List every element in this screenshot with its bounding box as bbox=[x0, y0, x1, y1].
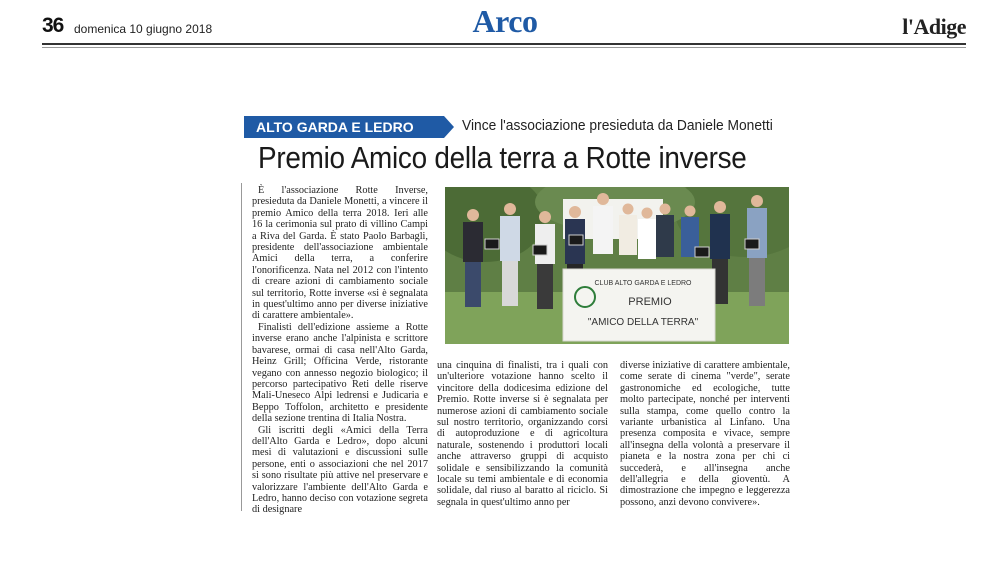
column-rule bbox=[241, 183, 242, 511]
article-kicker: Vince l'associazione presieduta da Daniele Monetti bbox=[462, 117, 773, 134]
article-column-1 bbox=[252, 185, 428, 516]
banner-line-2: PREMIO bbox=[628, 296, 672, 308]
issue-date: domenica 10 giugno 2018 bbox=[74, 22, 213, 36]
area-tag: ALTO GARDA E LEDRO bbox=[244, 116, 444, 138]
masthead-rule bbox=[42, 43, 966, 45]
article-column-3 bbox=[620, 360, 790, 508]
newspaper-brand: l'Adige bbox=[902, 14, 966, 39]
article-headline: Premio Amico della terra a Rotte inverse bbox=[258, 140, 747, 175]
banner-line-3: "AMICO DELLA TERRA" bbox=[587, 317, 699, 328]
paragraph: Finalisti dell'edizione assieme a Rotte inverse erano anche l'alpinista e scrittore bavarese, ormai di casa nell'Alto Garda, Heinz Grill; Officina Verde, ristorante vegano con annesso negozio biologico; il percorso partecipativo Reti delle riserve Mali-Uneseco Alpi ledrensi e Judicaria e Beppo Toffolon, architetto e presidente della sezione trentina di Italia Nostra. bbox=[252, 321, 428, 425]
section-title: Arco bbox=[472, 3, 538, 39]
article-column-2 bbox=[437, 360, 608, 508]
paragraph: diverse iniziative di carattere ambientale, come serate di cinema "verde", serate gastronomiche ed ecologiche, tutte molto partecipate, nonché per interventi sulla stampa, come quello contro la variante urbanistica al Linfano. Una presenza composita e vivace, sempre all'insegna della volontà a preservare il pianeta e la nostra zona per chi ci succederà, e all'insegna anche dell'allegria e della gioventù. A dimostrazione che impegno e leggerezza possono, anzi devono convivere». bbox=[620, 360, 790, 508]
page-number: 36 bbox=[42, 14, 64, 37]
masthead-rule-thin bbox=[42, 47, 966, 48]
banner-line-1: CLUB ALTO GARDA E LEDRO bbox=[594, 280, 692, 287]
paragraph: una cinquina di finalisti, tra i quali con un'ulteriore votazione hanno scelto il vincitore della dodicesima edizione del Premio. Rotte inverse si è segnalata per numerose azioni di cambiamento sociale sul nostro territorio, organizzando corsi di autoproduzione e di agricoltura naturale, sostenendo i produttori locali anche attraverso gruppi di acquisto solidale e sensibilizzando la comunità locale su temi ambientale e di economia solidale, dal riuso al baratto al riciclo. Si segnala in quest'ultimo anno per bbox=[437, 360, 608, 508]
article-photo bbox=[445, 187, 789, 344]
area-tag-arrow bbox=[444, 116, 454, 138]
photo-illustration bbox=[445, 187, 789, 344]
paragraph: Gli iscritti degli «Amici della Terra dell'Alto Garda e Ledro», dopo alcuni mesi di valutazioni e discussioni sulle persone, enti o associazioni che nel 2017 si sono risultate più attive nel preservare e valorizzare l'ambiente dell'Alto Garda e Ledro, hanno deciso con votazione segreta di designare bbox=[252, 424, 428, 516]
paragraph: È l'associazione Rotte Inverse, presieduta da Daniele Monetti, a vincere il premio Amico della terra 2018. Ieri alle 16 la cerimonia sul prato di villino Campi a Riva del Garda. È stato Paolo Barbagli, presidente dell'associazione ambientale Amici della terra, a conferire l'onorificenza. Nata nel 2012 con l'intento di creare azioni di cambiamento sociale sul territorio, Rotte inverse «si è segnalata in quest'ultimo anno per diverse iniziative di carattere ambientale». bbox=[252, 185, 428, 322]
